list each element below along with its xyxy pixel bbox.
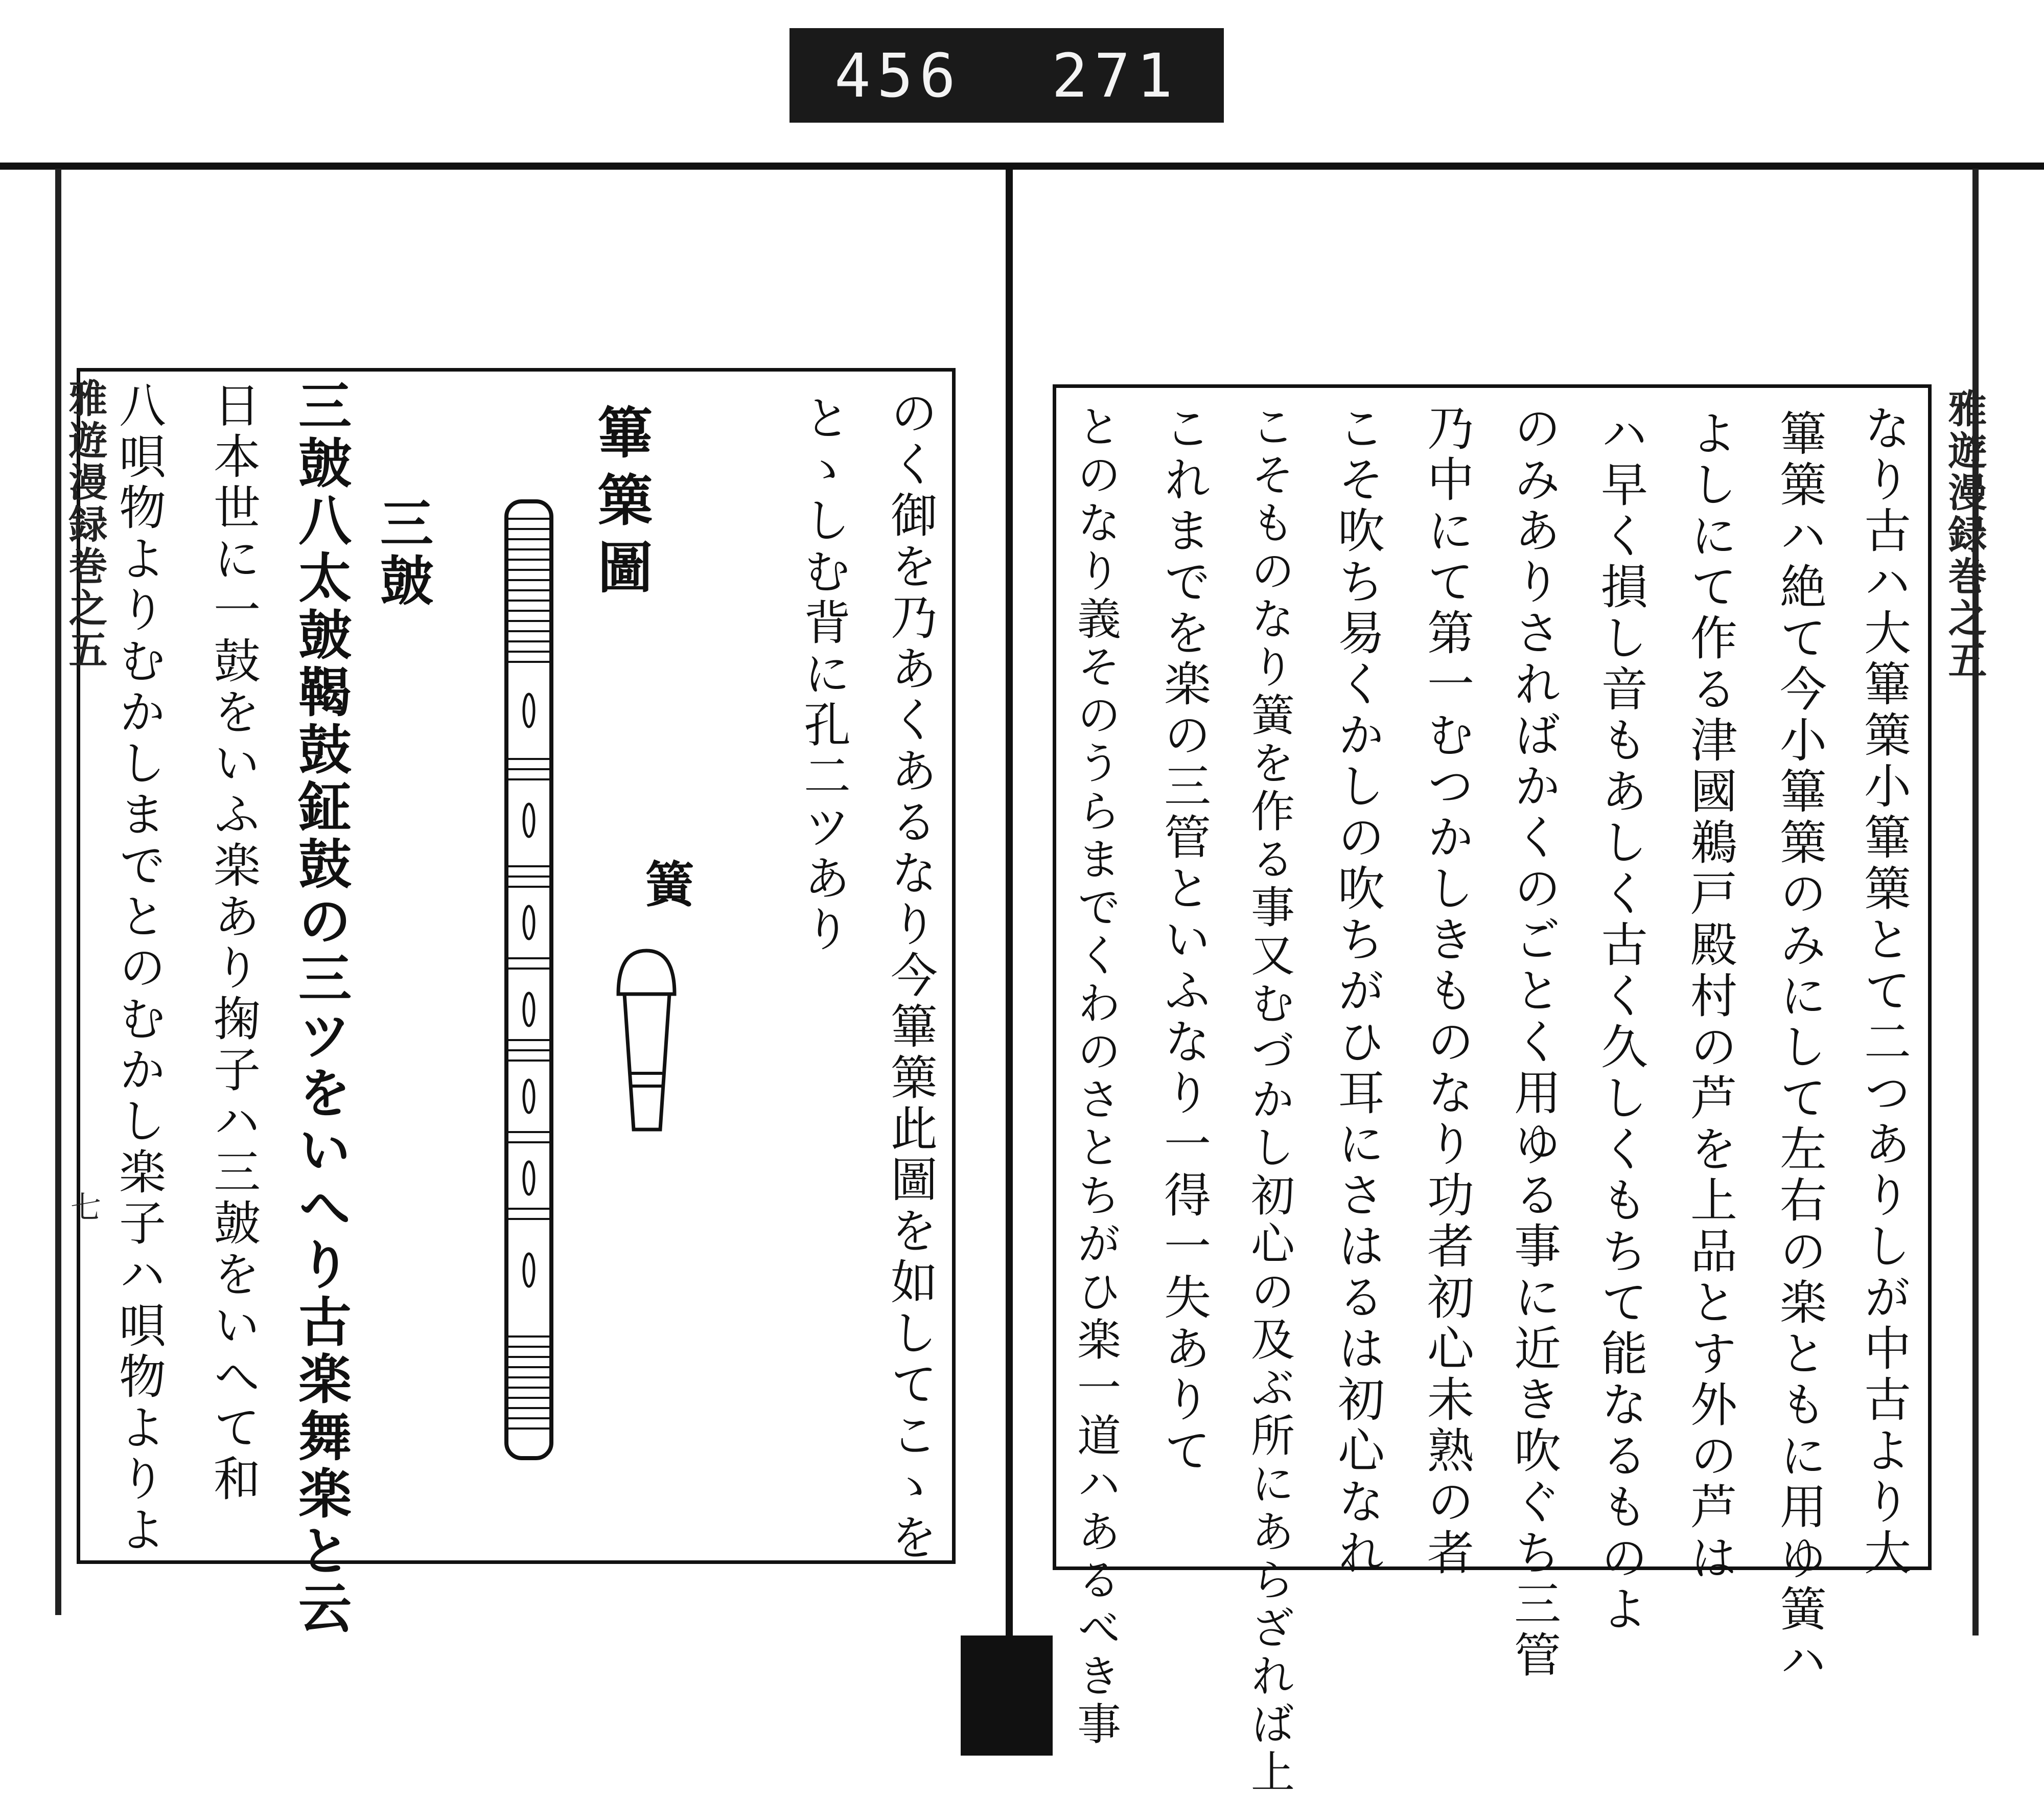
section-heading-sanko: 三皷	[371, 496, 434, 610]
spine-clamp	[961, 1635, 1053, 1756]
left-text-column-5: 三皷八太皷鞨鼓鉦鼓の三ツをいへり古楽舞楽と云	[289, 378, 352, 1638]
illustration-caption-title: 篳篥圖	[588, 404, 653, 606]
right-text-column-1: なり古ハ大篳篥小篳篥とて二つありしが中古より大	[1856, 404, 1911, 1579]
right-text-column-9: これまでを楽の三管といふなり一得一失ありて	[1156, 404, 1211, 1477]
left-text-column-2: とゝしむ背に孔二ツあり	[796, 394, 851, 956]
left-page-margin-title: 雅遊漫録巻之五	[62, 378, 108, 672]
reed-label: 簧	[637, 859, 695, 912]
left-text-column-1: のく御を乃あくあるなり今篳篥此圖を如してこゝを	[883, 388, 938, 1564]
right-text-column-4: ハ早く損し音もあしく古く久しくもちて能なるものよ	[1593, 409, 1648, 1635]
hichiriki-reed-illustration	[613, 946, 680, 1135]
right-text-column-6: 乃中にて第一むつかしきものなり功者初心未熟の者	[1420, 404, 1474, 1579]
call-number-left: 456	[834, 40, 962, 111]
right-text-column-10: とのなり義そのうらまでくわのさとちがひ楽一道ハあるべき事	[1070, 404, 1121, 1749]
right-text-column-5: のみありさればかくのごとく用ゆる事に近き吹ぐち三管	[1506, 404, 1561, 1681]
left-text-column-7: 八唄物よりむかしまでとのむかし楽子ハ唄物よりよ	[111, 381, 166, 1556]
right-page-margin-title: 雅遊漫録巻之五	[1942, 388, 1987, 682]
right-text-column-8: こそものなり簧を作る事又むづかし初心の及ぶ所にあらざれば上	[1243, 404, 1294, 1797]
call-number-right: 271	[1051, 40, 1179, 111]
binding-top-rule	[0, 163, 2044, 170]
left-text-column-6: 日本世に一鼓をいふ楽あり掬子ハ三皷をいへて和	[206, 381, 261, 1505]
right-text-column-7: こそ吹ち易くかしの吹ちがひ耳にさはるは初心なれ	[1330, 404, 1385, 1579]
hichiriki-tube-illustration	[503, 498, 554, 1462]
book-spine	[1006, 169, 1013, 1651]
right-text-column-3: よしにて作る津國鵜戸殿村の芦を上品とす外の芦は	[1683, 409, 1737, 1584]
archive-call-label	[789, 28, 1224, 123]
left-page-folio: 七	[65, 1191, 101, 1222]
right-text-column-2: 篳篥ハ絶て今小篳篥のみにして左右の楽ともに用ゆ簧ハ	[1772, 409, 1827, 1687]
